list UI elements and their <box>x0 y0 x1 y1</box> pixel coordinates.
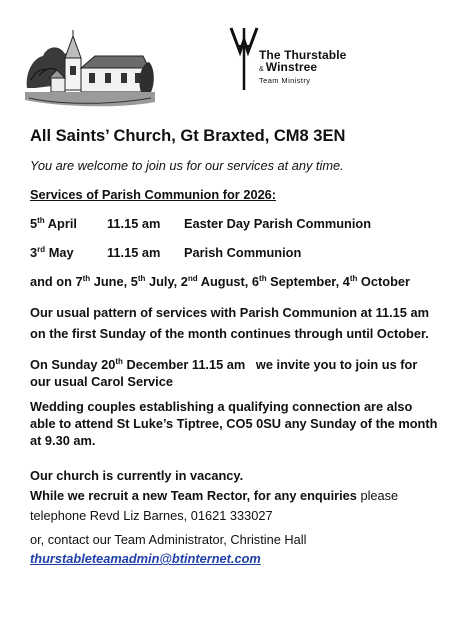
dates-part: October <box>357 274 410 289</box>
services-heading: Services of Parish Communion for 2026: <box>30 187 277 202</box>
team-ministry-logo <box>228 24 438 92</box>
date-suffix: th <box>137 274 146 283</box>
date-suffix: nd <box>187 274 198 283</box>
service-row <box>30 245 440 261</box>
dates-part: July, 2 <box>145 274 188 289</box>
logo-line-3: Team Ministry <box>259 76 311 85</box>
date-suffix: th <box>259 274 267 283</box>
service-row <box>30 216 440 232</box>
administrator-contact: or, contact our Team Administrator, Christine Hall <box>30 532 307 547</box>
service-time: 11.15 am <box>107 245 161 260</box>
dates-part: August, 6 <box>197 274 260 289</box>
service-date <box>30 216 107 232</box>
church-illustration <box>25 28 155 110</box>
date-suffix: th <box>82 274 91 283</box>
service-day-suffix: rd <box>37 245 46 254</box>
service-pattern-paragraph: Our usual pattern of services with Parish Communion at 11.15 am on the first Sunday of the month continues through until October. <box>30 305 429 341</box>
service-day: 3 <box>30 245 38 260</box>
cross-logo-icon <box>228 24 260 92</box>
admin-email-link[interactable]: thurstableteamadmin@btinternet.com <box>30 551 261 566</box>
phone-contact: please telephone Revd Liz Barnes, 01621 333027 <box>30 488 399 523</box>
carol-rest: December 11.15 am we invite you to join us for our usual Carol Service <box>30 357 421 389</box>
service-date <box>30 245 107 261</box>
dates-part: June, 5 <box>90 274 138 289</box>
carol-lead: On Sunday 20 <box>30 357 116 372</box>
carol-date-suffix: th <box>115 357 123 366</box>
additional-dates <box>30 274 440 290</box>
service-day-suffix: th <box>37 216 45 225</box>
recruit-text: While we recruit a new Team Rector, for any enquiries <box>30 488 357 503</box>
service-month: May <box>48 245 74 260</box>
vacancy-section <box>30 466 440 568</box>
dates-lead: and on 7 <box>30 274 83 289</box>
date-suffix: th <box>349 274 358 283</box>
logo-text <box>259 49 346 86</box>
notice-content <box>30 126 440 568</box>
carol-service-paragraph <box>30 356 440 390</box>
service-name: Parish Communion <box>184 245 302 260</box>
vacancy-text: Our church is currently in vacancy. <box>30 468 244 483</box>
church-title: All Saints’ Church, Gt Braxted, CM8 3EN <box>30 127 346 145</box>
dates-part: September, 4 <box>266 274 350 289</box>
welcome-text: You are welcome to join us for our services at any time. <box>30 158 344 173</box>
service-name: Easter Day Parish Communion <box>184 216 372 231</box>
wedding-paragraph: Wedding couples establishing a qualifying connection are also able to attend St Luke’s Tiptree, CO5 0SU any Sunday of the month at 9.30 am. <box>30 399 438 448</box>
enquiries-text <box>30 486 440 526</box>
logo-line-2 <box>259 61 346 76</box>
service-time: 11.15 am <box>107 216 161 231</box>
service-month: April <box>47 216 77 231</box>
logo-line-2-text: Winstree <box>265 60 318 74</box>
logo-ampersand: & <box>259 66 264 73</box>
logo-line-1: The Thurstable <box>259 48 347 62</box>
service-day: 5 <box>30 216 38 231</box>
